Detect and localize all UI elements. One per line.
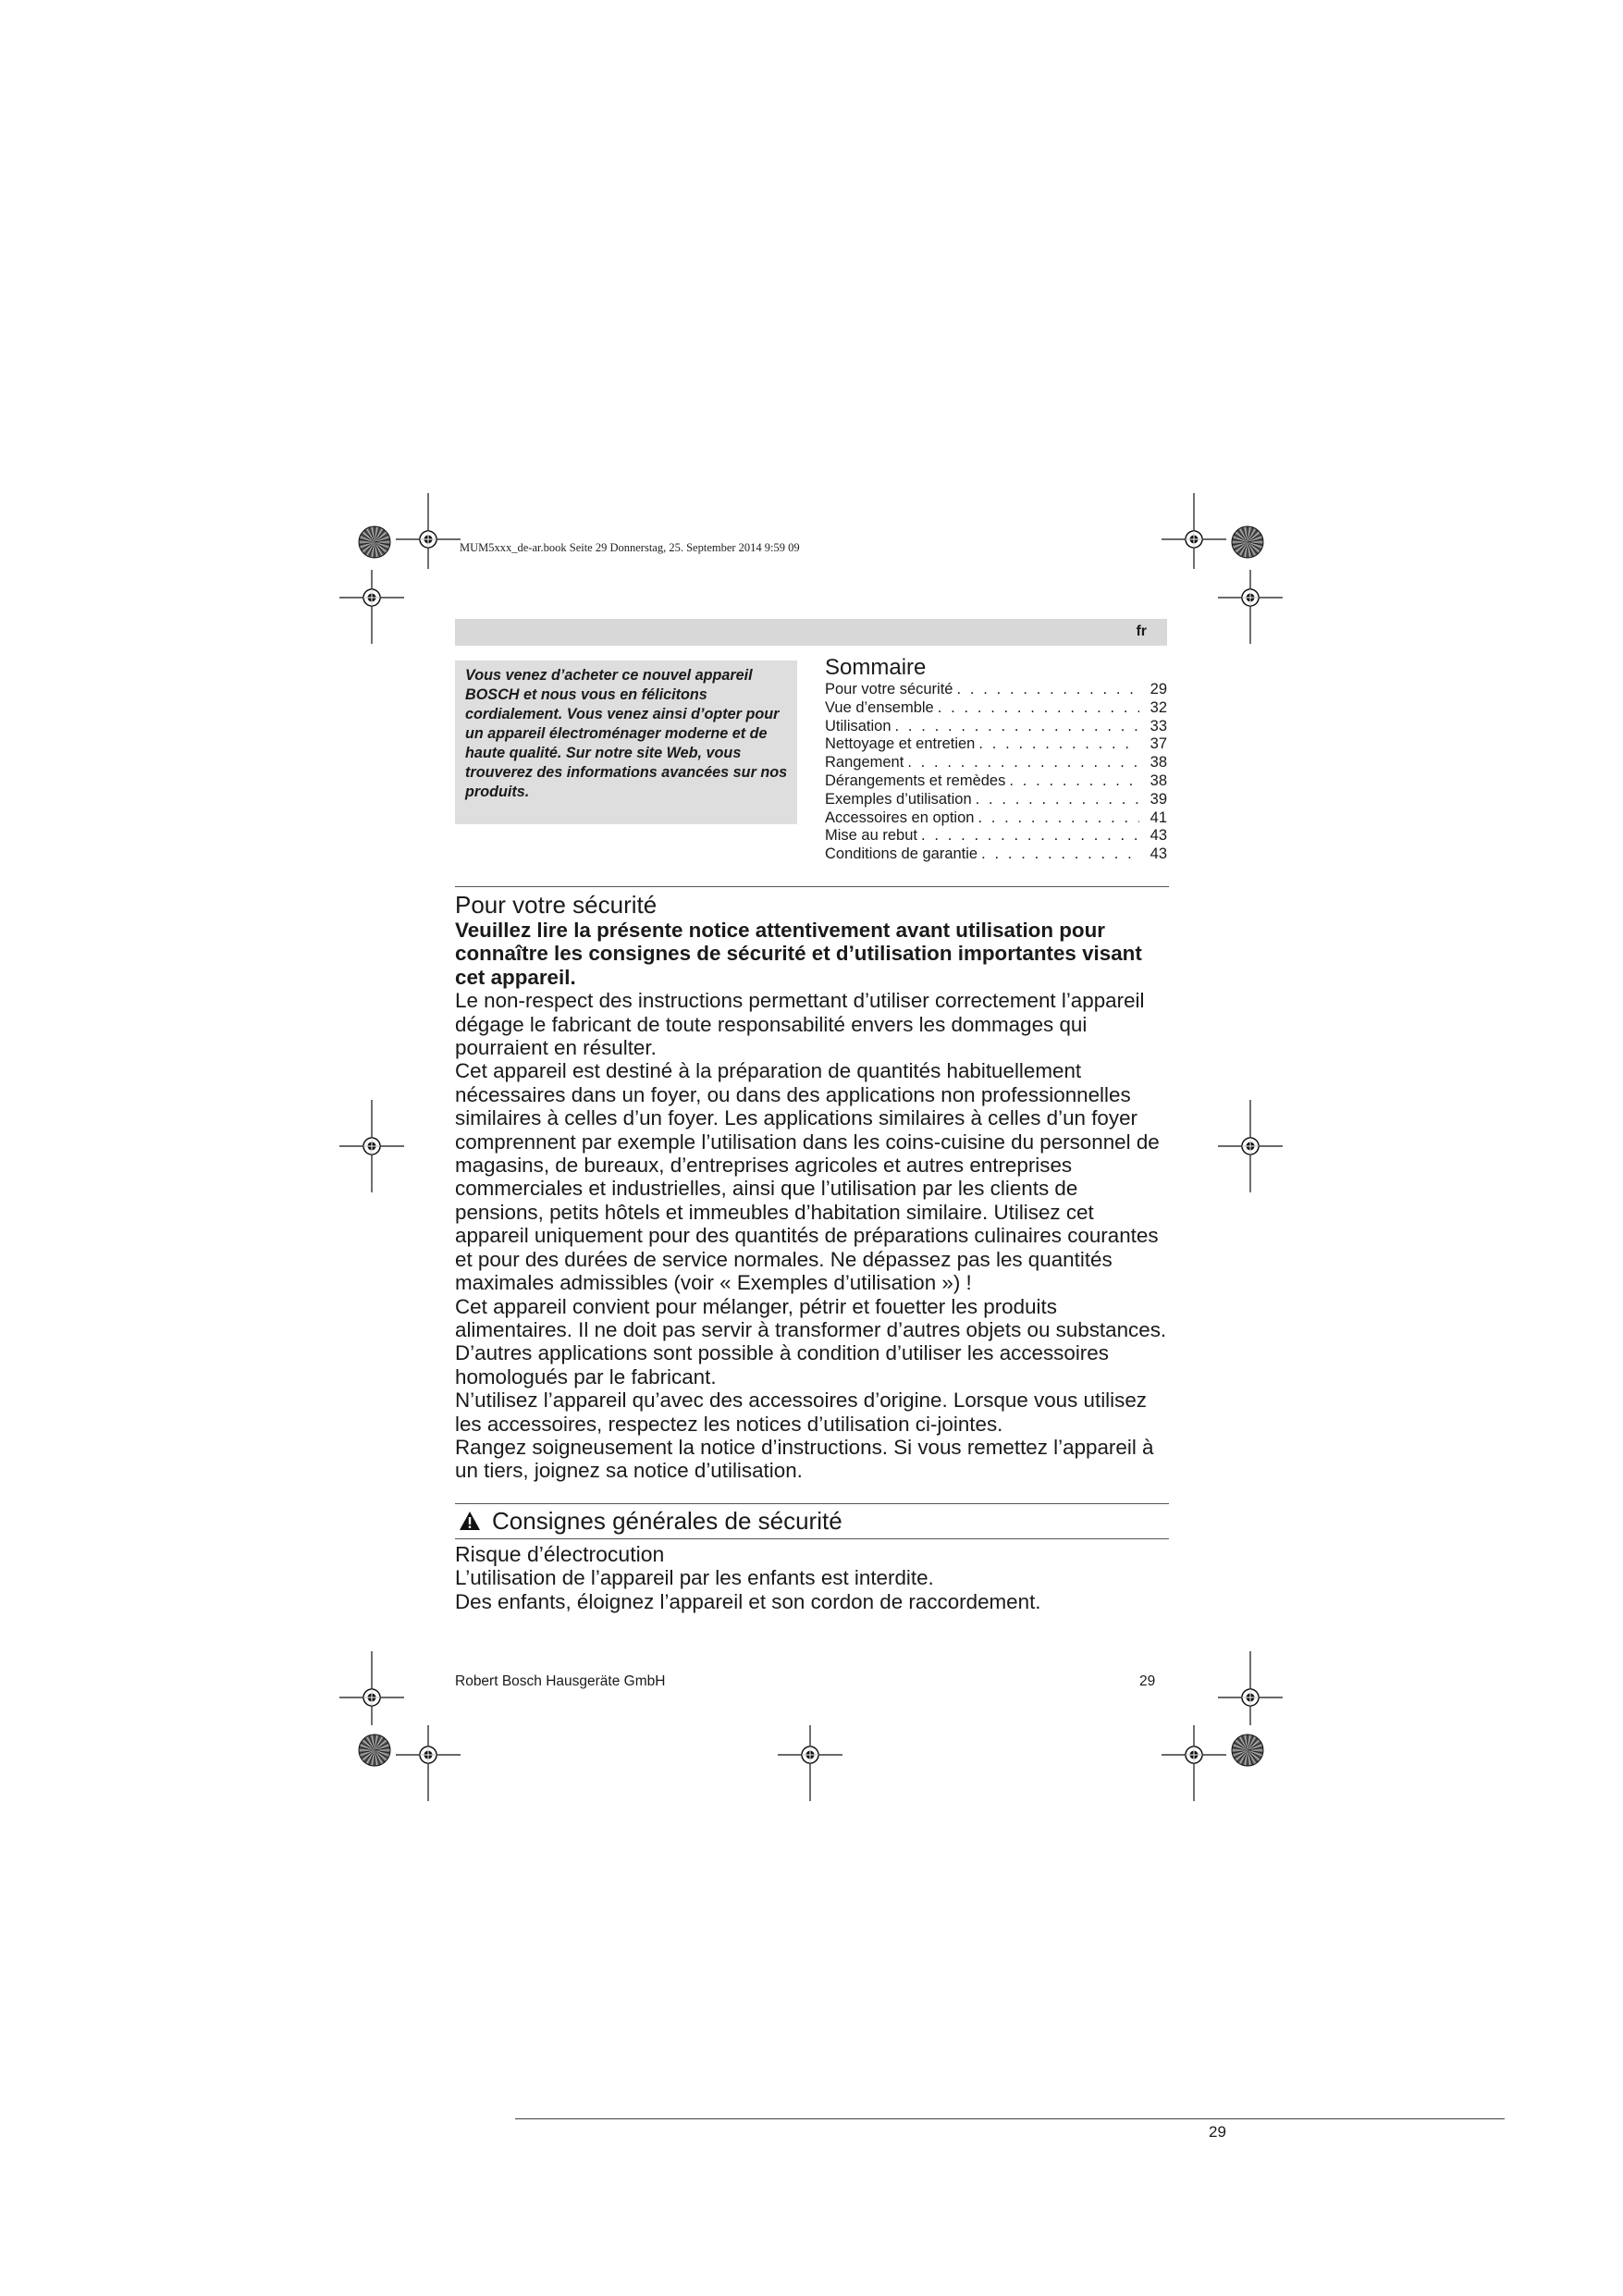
toc-entry <box>825 754 1167 772</box>
toc-leader-dots <box>921 827 1139 846</box>
registration-starburst-icon <box>356 1732 393 1769</box>
toc-leader-dots <box>1009 772 1139 791</box>
toc-entry-label: Vue d’ensemble <box>825 698 934 716</box>
section-title: Pour votre sécurité <box>455 891 658 919</box>
toc-leader-dots <box>907 754 1139 772</box>
section-divider <box>455 886 1169 887</box>
toc-entry <box>825 718 1167 736</box>
section-paragraph: Le non-respect des instructions permettant d’utiliser correctement l’appareil dégage le fabricant de toute responsabilité envers les dommages qui pourraient en résulter. <box>455 989 1145 1060</box>
registration-starburst-icon <box>356 524 393 561</box>
toc-entry-page: 33 <box>1150 717 1167 734</box>
warning-top-divider <box>455 1503 1169 1504</box>
table-of-contents <box>825 681 1167 864</box>
toc-entry-label: Conditions de garantie <box>825 846 978 863</box>
toc-entry <box>825 772 1167 791</box>
toc-entry-label: Utilisation <box>825 717 891 734</box>
warning-triangle-icon <box>459 1511 481 1531</box>
toc-entry-label: Mise au rebut <box>825 827 917 845</box>
risk-line: Des enfants, éloignez l’appareil et son cordon de raccordement. <box>455 1589 1041 1613</box>
toc-entry-label: Pour votre sécurité <box>825 681 953 697</box>
section-paragraph: Cet appareil est destiné à la préparation de quantités habituellement nécessaires dans un foyer, ou dans des applications non professionnelles similaires à celles d’un foyer. Les applications similaires à celles d’un foyer comprennent par exemple l’utilisation dans les coins-cuisine du personnel de magasins, de bureaux, d’entreprises agricoles et autres entreprises commerciales et industrielles, ainsi que l’utilisation par les clients de pensions, petits hôtels et immeubles d’habitation similaire. Utilisez cet appareil uniquement pour des quantités de préparations culinaires courantes et pour des durées de service normales. Ne dépassez pas les quantités maximales admissibles (voir « Exemples d’utilisation ») ! <box>455 1059 1160 1295</box>
toc-leader-dots <box>895 718 1139 736</box>
toc-entry-page: 38 <box>1150 754 1167 772</box>
section-paragraph: Cet appareil convient pour mélanger, pétrir et fouetter les produits alimentaires. Il ne doit pas servir à transformer d’autres objets ou substances. D’autres applications sont possible à condition d’utiliser les accessoires homologués par le fabricant. <box>455 1294 1167 1389</box>
toc-entry-page: 38 <box>1150 772 1167 789</box>
bottom-page-number: 29 <box>1209 2123 1226 2141</box>
registration-starburst-icon <box>1229 524 1266 561</box>
section-body <box>455 919 1169 1483</box>
risk-heading: Risque d’électrocution <box>455 1542 665 1566</box>
section-paragraph: Rangez soigneusement la notice d’instructions. Si vous remettez l’appareil à un tiers, joignez sa notice d’utilisation. <box>455 1435 1154 1483</box>
toc-entry-label: Exemples d’utilisation <box>825 790 972 808</box>
registration-starburst-icon <box>1229 1732 1266 1769</box>
toc-entry <box>825 681 1167 699</box>
bottom-rule <box>515 2118 1505 2119</box>
toc-entry <box>825 827 1167 846</box>
print-file-info: MUM5xxx_de-ar.book Seite 29 Donnerstag, 25. September 2014 9:59 09 <box>460 541 800 554</box>
toc-leader-dots <box>981 846 1139 864</box>
footer-company: Robert Bosch Hausgeräte GmbH <box>455 1673 666 1689</box>
toc-entry <box>825 791 1167 809</box>
toc-entry-page: 43 <box>1150 827 1167 845</box>
toc-leader-dots <box>977 809 1139 828</box>
toc-entry-label: Rangement <box>825 754 904 772</box>
toc-entry-label: Nettoyage et entretien <box>825 735 976 753</box>
toc-entry-page: 41 <box>1150 809 1167 826</box>
toc-leader-dots <box>976 791 1139 809</box>
toc-leader-dots <box>938 699 1139 718</box>
toc-entry <box>825 809 1167 828</box>
toc-leader-dots <box>978 735 1139 754</box>
registration-crosshair-icon <box>745 1690 875 1820</box>
toc-entry-page: 43 <box>1150 846 1167 863</box>
risk-line: L’utilisation de l’appareil par les enfants est interdite. <box>455 1566 934 1590</box>
toc-entry-page: 29 <box>1150 681 1167 697</box>
footer-page-number: 29 <box>1139 1673 1156 1689</box>
toc-leader-dots <box>956 681 1139 699</box>
language-code: fr <box>1136 623 1147 639</box>
toc-title: Sommaire <box>825 655 927 680</box>
toc-entry-label: Dérangements et remèdes <box>825 772 1006 789</box>
toc-entry <box>825 735 1167 754</box>
toc-entry <box>825 846 1167 864</box>
toc-entry-page: 32 <box>1150 698 1167 716</box>
toc-entry <box>825 699 1167 718</box>
warning-heading <box>455 1506 842 1536</box>
intro-box: Vous venez d’acheter ce nouvel appareil BOSCH et nous vous en félicitons cordialement. Vous venez ainsi d’opter pour un appareil électroménager moderne et de haute qualité. Sur notre site Web, vous trouverez des informations avancées sur nos produits. <box>455 660 797 824</box>
toc-entry-label: Accessoires en option <box>825 809 975 826</box>
warning-bottom-divider <box>455 1538 1169 1539</box>
language-bar <box>455 619 1167 646</box>
warning-title: Consignes générales de sécurité <box>492 1507 842 1535</box>
registration-crosshair-icon <box>307 1081 436 1211</box>
registration-crosshair-icon <box>1186 1081 1315 1211</box>
section-paragraph: N’utilisez l’appareil qu’avec des accessoires d’origine. Lorsque vous utilisez les accessoires, respectez les notices d’utilisation ci-jointes. <box>455 1389 1147 1436</box>
section-lead: Veuillez lire la présente notice attentivement avant utilisation pour connaître les consignes de sécurité et d’utilisation importantes visant cet appareil. <box>455 919 1142 989</box>
toc-entry-page: 37 <box>1150 735 1167 753</box>
risk-block <box>455 1543 1169 1613</box>
toc-entry-page: 39 <box>1150 790 1167 808</box>
